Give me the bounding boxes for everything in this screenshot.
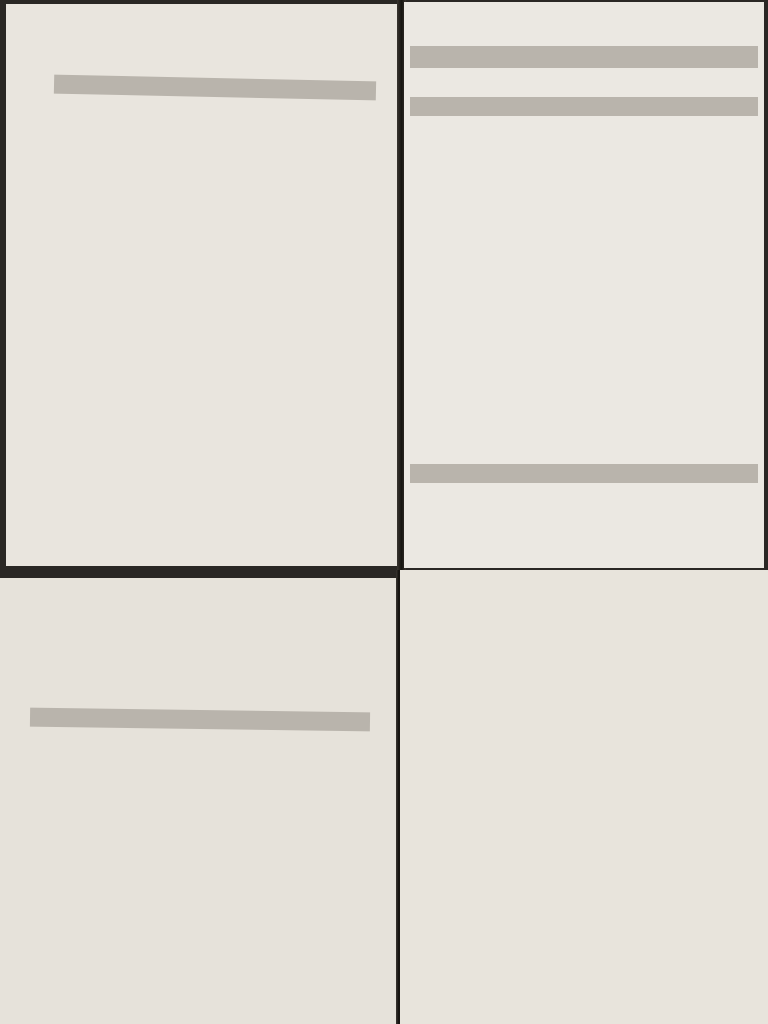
chapter-title — [410, 46, 758, 68]
page-153 — [400, 570, 768, 1024]
page-151 — [404, 2, 764, 568]
page-152 — [0, 578, 397, 1024]
bibliografie-title — [410, 464, 758, 483]
section-title — [54, 75, 376, 101]
page-150 — [6, 4, 399, 566]
teste-title — [30, 708, 370, 732]
tematica-title — [410, 97, 758, 116]
